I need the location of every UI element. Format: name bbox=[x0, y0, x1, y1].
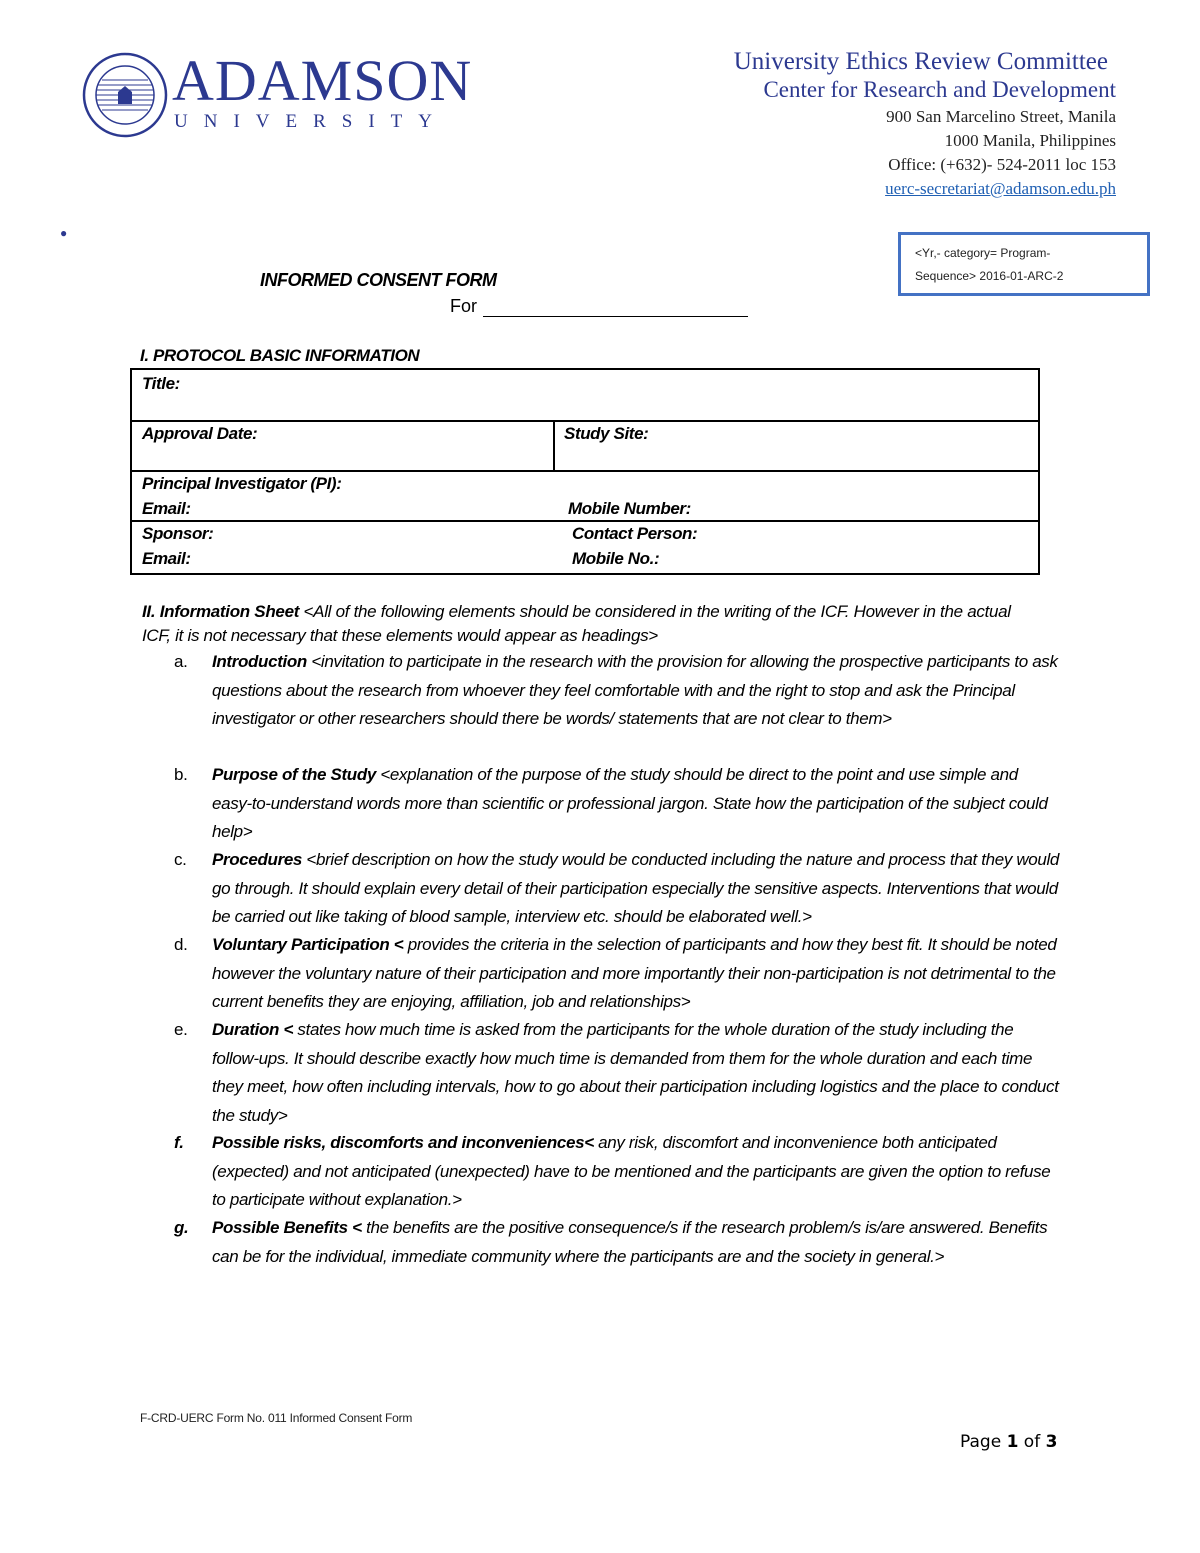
item-title: Introduction bbox=[212, 652, 307, 671]
form-title: INFORMED CONSENT FORM bbox=[260, 270, 497, 290]
item-marker: c. bbox=[174, 850, 187, 869]
item-text: the benefits are the positive consequence/s if the research problem/s is/are answered. Benefits can be for the individual, immediate community where the participants are and the society in general.> bbox=[212, 1218, 1048, 1266]
sponsor-mobile-label: Mobile No.: bbox=[572, 549, 660, 568]
protocol-info-table bbox=[130, 368, 1040, 575]
item-text: <brief description on how the study would be conducted including the nature and process that they would go through. It should explain every detail of their participation especially the sensitive aspects. Interventions that would be carried out like taking of blood sample, interview etc. should be elaborated well.> bbox=[212, 850, 1060, 926]
study-site-label: Study Site: bbox=[564, 424, 649, 443]
page-total: 3 bbox=[1045, 1432, 1058, 1452]
item-title: Possible Benefits < bbox=[212, 1218, 362, 1237]
item-title: Procedures bbox=[212, 850, 303, 869]
item-marker: a. bbox=[174, 652, 188, 671]
protocol-code-box bbox=[898, 232, 1150, 296]
item-marker: g. bbox=[174, 1218, 189, 1237]
page-prefix: Page bbox=[960, 1432, 1007, 1452]
item-text: states how much time is asked from the participants for the whole duration of the study including the follow-ups. It should describe exactly how much time is demanded from them for the whole duration and each time they meet, how often including intervals, how to go about their participation including logistics and the place to conduct the study> bbox=[212, 1020, 1059, 1125]
bullet-icon: ● bbox=[60, 226, 68, 240]
for-blank[interactable] bbox=[483, 298, 748, 317]
item-marker: e. bbox=[174, 1020, 188, 1039]
section-2-intro-text: <All of the following elements should be considered in the writing of the ICF. However in the actual ICF, it is not necessary that these elements would appear as headings> bbox=[142, 602, 1011, 645]
code-line-2: Sequence> 2016-01-ARC-2 bbox=[915, 269, 1064, 283]
center-name: Center for Research and Development bbox=[763, 77, 1116, 102]
section-2-intro bbox=[142, 600, 1042, 648]
logo-subtitle: UNIVERSITY bbox=[174, 111, 448, 132]
pi-mobile-label: Mobile Number: bbox=[568, 499, 691, 518]
item-marker: b. bbox=[174, 765, 188, 784]
table-divider bbox=[132, 470, 1038, 472]
office-phone: Office: (+632)- 524-2011 loc 153 bbox=[888, 155, 1116, 174]
title-field-label: Title: bbox=[142, 374, 180, 393]
item-text: <invitation to participate in the research with the provision for allowing the prospective participants to ask questions about the research from whoever they feel comfortable with and the right to stop and ask the Principal investigator or other researchers should there be words/ statements that are not clear to them> bbox=[212, 652, 1058, 728]
contact-person-label: Contact Person: bbox=[572, 524, 698, 543]
section-1-heading: I. PROTOCOL BASIC INFORMATION bbox=[140, 346, 420, 365]
logo-wordmark: ADAMSON bbox=[172, 48, 473, 113]
page-number: 1 bbox=[1006, 1432, 1019, 1452]
address-line-1: 900 San Marcelino Street, Manila bbox=[886, 107, 1116, 126]
committee-name: University Ethics Review Committee bbox=[733, 48, 1108, 75]
item-title: Possible risks, discomforts and inconveniences< bbox=[212, 1133, 594, 1152]
item-title: Duration < bbox=[212, 1020, 294, 1039]
item-text: <explanation of the purpose of the study should be direct to the point and use simple and easy-to-understand words more than scientific or professional jargon. State how the participation of the subject could help> bbox=[212, 765, 1048, 841]
table-divider bbox=[132, 420, 1038, 422]
pi-label: Principal Investigator (PI): bbox=[142, 474, 342, 493]
sponsor-label: Sponsor: bbox=[142, 524, 214, 543]
table-divider bbox=[132, 520, 1038, 522]
footer-form-number: F-CRD-UERC Form No. 011 Informed Consent Form bbox=[140, 1411, 413, 1425]
section-2-heading: II. Information Sheet bbox=[142, 602, 300, 621]
pi-email-label: Email: bbox=[142, 499, 191, 518]
address-line-2: 1000 Manila, Philippines bbox=[944, 131, 1116, 150]
item-text: any risk, discomfort and inconvenience both anticipated (expected) and not anticipated (unexpected) have to be mentioned and the participants are given the option to refuse to participate without explanation.> bbox=[212, 1133, 1051, 1209]
table-vdivider bbox=[553, 420, 555, 470]
page-of: of bbox=[1018, 1432, 1046, 1452]
email-link[interactable]: uerc-secretariat@adamson.edu.ph bbox=[885, 179, 1116, 198]
contact-block bbox=[885, 105, 1116, 201]
page-indicator bbox=[960, 1432, 1057, 1452]
university-seal-logo bbox=[82, 52, 168, 138]
item-text: provides the criteria in the selection of participants and how they best fit. It should be noted however the voluntary nature of their participation and more importantly their non-participation is not detrimental to the current benefits they are enjoying, affiliation, job and relationships> bbox=[212, 935, 1057, 1011]
item-title: Purpose of the Study bbox=[212, 765, 376, 784]
item-title: Voluntary Participation < bbox=[212, 935, 404, 954]
sponsor-email-label: Email: bbox=[142, 549, 191, 568]
item-marker: d. bbox=[174, 935, 188, 954]
item-marker: f. bbox=[174, 1133, 184, 1152]
code-line-1: <Yr,- category= Program- bbox=[915, 246, 1051, 260]
approval-date-label: Approval Date: bbox=[142, 424, 258, 443]
for-label: For bbox=[450, 296, 477, 316]
for-line bbox=[450, 296, 748, 317]
